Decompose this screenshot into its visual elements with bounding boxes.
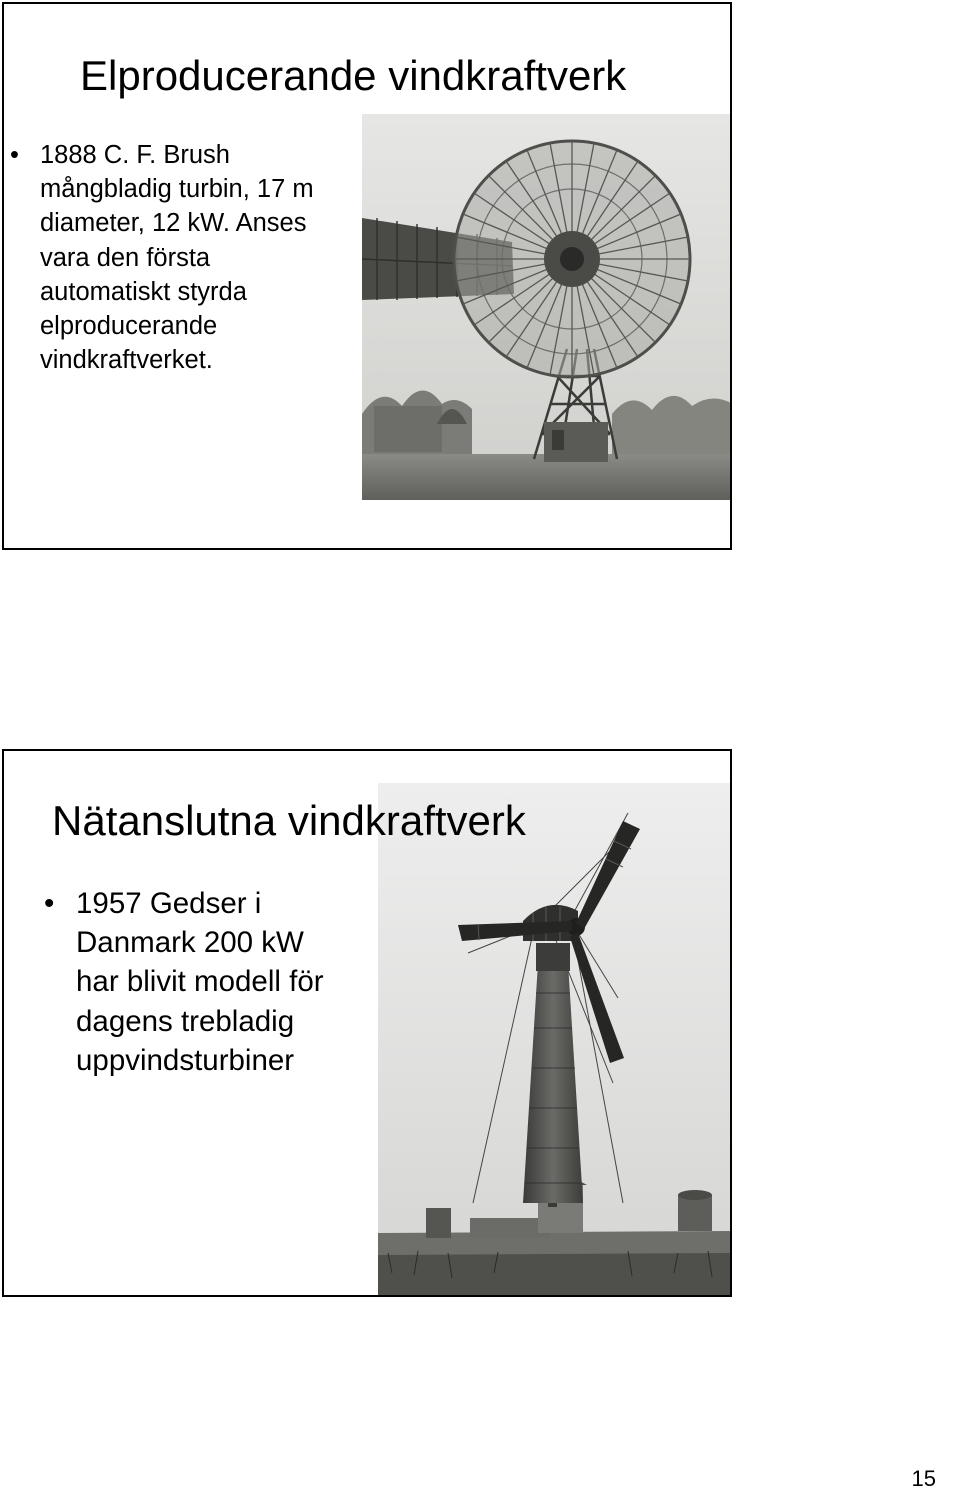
page-number: 15	[911, 1466, 936, 1491]
gedser-turbine-photo	[378, 783, 732, 1297]
brush-windmill-photo	[362, 114, 732, 500]
gedser-turbine-illustration	[378, 783, 732, 1297]
brush-windmill-illustration	[362, 114, 732, 500]
bullet-item	[44, 884, 324, 1080]
slide-title: Nätanslutna vindkraftverk	[52, 797, 526, 844]
bullet-icon: •	[44, 887, 55, 920]
slide-gedser-turbine	[2, 749, 732, 1297]
bullet-item	[10, 138, 314, 377]
slide-brush-turbine	[2, 2, 732, 550]
bullet-text: 1957 Gedser i Danmark 200 kW har blivit modell för dagens trebladig uppvindsturbiner	[76, 887, 324, 1077]
bullet-text: 1888 C. F. Brush mångbladig turbin, 17 m diameter, 12 kW. Anses vara den första automatiskt styrda elproducerande vindkraftverket.	[40, 141, 314, 375]
bullet-icon: •	[10, 141, 19, 169]
slide-title: Elproducerande vindkraftverk	[80, 52, 627, 99]
